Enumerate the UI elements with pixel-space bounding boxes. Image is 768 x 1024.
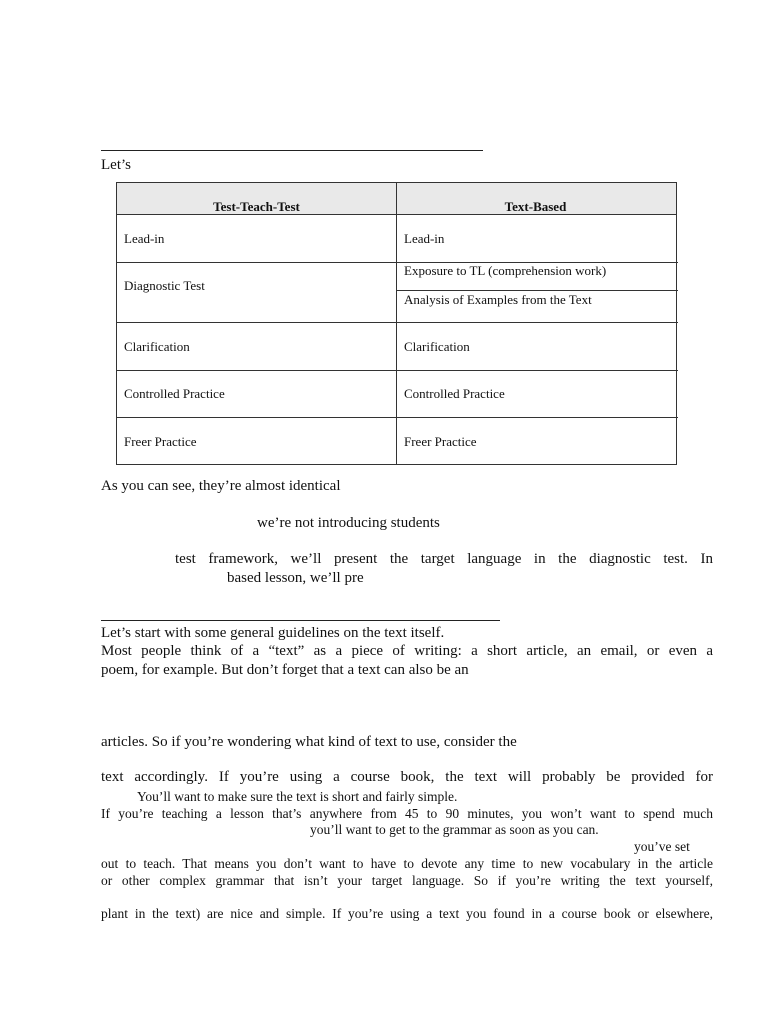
table-cell: Freer Practice [124, 434, 197, 449]
paragraph-line: As you can see, they’re almost identical [101, 478, 341, 494]
paragraph-line: You’ll want to make sure the text is short and fairly simple. [137, 789, 458, 804]
heading-fragment: Let’s [101, 157, 131, 173]
paragraph-line: If you’re teaching a lesson that’s anywhere from 45 to 90 minutes, you won’t want to spend much [101, 806, 713, 821]
paragraph-line: Most people think of a “text” as a piece of writing: a short article, an email, or even a [101, 643, 713, 659]
table-cell: Clarification [124, 339, 190, 354]
paragraph-line: you’ve set [634, 839, 690, 854]
heading-rule-2 [101, 620, 500, 621]
table-cell: Exposure to TL (comprehension work) [404, 263, 607, 278]
table-column-divider [396, 183, 397, 464]
table-cell: Analysis of Examples from the Text [404, 292, 592, 307]
table-row-divider [117, 417, 678, 418]
table-cell: Diagnostic Test [124, 278, 205, 293]
paragraph-line: based lesson, we’ll pre [227, 570, 364, 586]
table-cell: Controlled Practice [404, 386, 505, 401]
table-header-text-based: Text-Based [504, 199, 567, 214]
paragraph-line: we’re not introducing students [257, 515, 440, 531]
paragraph-line: Let’s start with some general guidelines on the text itself. [101, 625, 445, 641]
table-cell: Freer Practice [404, 434, 477, 449]
table-cell: Clarification [404, 339, 470, 354]
table-cell: Lead-in [404, 231, 445, 246]
heading-rule-1 [101, 150, 483, 151]
table-row-divider [117, 322, 678, 323]
table-cell: Controlled Practice [124, 386, 225, 401]
paragraph-line: plant in the text) are nice and simple. If you’re using a text you found in a course book or elsewhere, [101, 906, 713, 921]
paragraph-line: poem, for example. But don’t forget that a text can also be an [101, 662, 469, 678]
table-row-divider [117, 370, 678, 371]
table-header-test-teach-test: Test-Teach-Test [213, 199, 300, 214]
table-row-divider [396, 290, 678, 291]
paragraph-line: you’ll want to get to the grammar as soon as you can. [310, 822, 599, 837]
paragraph-line: or other complex grammar that isn’t your target language. So if you’re writing the text yourself, [101, 873, 713, 888]
paragraph-line: test framework, we’ll present the target language in the diagnostic test. In [175, 551, 713, 567]
lesson-structure-table [116, 182, 677, 465]
table-cell: Lead-in [124, 231, 165, 246]
paragraph-line: articles. So if you’re wondering what kind of text to use, consider the [101, 734, 517, 750]
paragraph-line: text accordingly. If you’re using a course book, the text will probably be provided for [101, 769, 713, 785]
paragraph-line: out to teach. That means you don’t want to have to devote any time to new vocabulary in the article [101, 856, 713, 871]
